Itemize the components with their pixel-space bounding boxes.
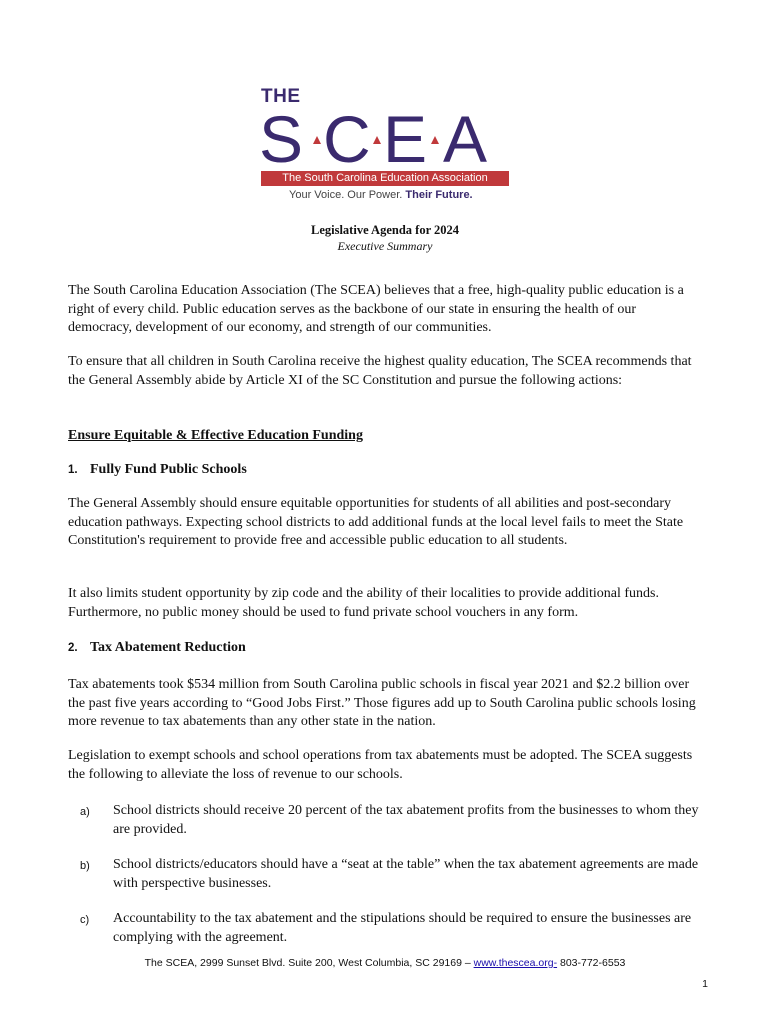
- logo-scea-wordmark: [259, 104, 511, 170]
- suggestion-a-text: School districts should receive 20 percent of the tax abatement profits from the businesses to whom they are provided.: [113, 803, 699, 837]
- suggestion-c-label: c): [80, 914, 90, 926]
- logo-the: THE: [261, 86, 301, 107]
- logo-tagline-regular: Your Voice. Our Power.: [289, 189, 406, 201]
- logo-letter-c: C: [323, 104, 371, 170]
- section-heading: Ensure Equitable & Effective Education Funding: [68, 428, 363, 443]
- item-2-heading: [68, 640, 246, 656]
- item-1-heading: [68, 462, 247, 478]
- footer-phone: 803-772-6553: [557, 957, 626, 969]
- suggestion-b-label: b): [80, 860, 90, 872]
- logo-letter-a: A: [443, 104, 488, 170]
- item-1-title: Fully Fund Public Schools: [90, 462, 247, 477]
- document-title: Legislative Agenda for 2024: [310, 223, 460, 237]
- logo-tagline-bold: Their Future.: [405, 189, 473, 201]
- logo-letter-e: E: [383, 104, 428, 170]
- footer-address: The SCEA, 2999 Sunset Blvd. Suite 200, West Columbia, SC 29169 –: [144, 957, 474, 969]
- suggestion-c-text: Accountability to the tax abatement and the stipulations should be required to ensure the businesses are complying with the agreement.: [113, 911, 692, 945]
- item-1-number: 1.: [68, 464, 78, 476]
- item-2-paragraph-1: Tax abatements took $534 million from South Carolina public schools in fiscal year 2021 and $2.2 billion over the past five years according to “Good Jobs First.” Those figures add up to South Carolina public schools losing more revenue to tax abatements than any other state in the nation.: [68, 677, 696, 729]
- page-number: 1: [702, 978, 708, 990]
- item-2-title: Tax Abatement Reduction: [90, 640, 246, 655]
- item-2-number: 2.: [68, 642, 78, 654]
- item-2-paragraph-2: Legislation to exempt schools and school operations from tax abatements must be adopted. The SCEA suggests the following to alleviate the loss of revenue to our schools.: [68, 748, 693, 782]
- logo-triangle-3: [431, 136, 439, 144]
- logo-triangle-1: [313, 136, 321, 144]
- suggestion-b: [80, 856, 700, 893]
- footer-website-link[interactable]: www.thescea.org-: [473, 957, 558, 969]
- item-1-paragraph-1: The General Assembly should ensure equitable opportunities for students of all abilities and post-secondary education pathways. Expecting school districts to add additional funds at the local level fails to meet the State Constitution's requirement to provide free and accessible public education to all students.: [68, 496, 684, 548]
- logo-banner: The South Carolina Education Association: [261, 171, 509, 186]
- suggestion-b-text: School districts/educators should have a “seat at the table” when the tax abatement agreements are made with perspective businesses.: [113, 857, 699, 891]
- item-1-paragraph-2: It also limits student opportunity by zip code and the ability of their localities to provide additional funds. Furthermore, no public money should be used to fund private school vouchers in any form.: [68, 586, 660, 620]
- logo-letter-s: S: [259, 104, 304, 170]
- scea-logo: [259, 86, 511, 206]
- document-subtitle: Executive Summary: [337, 239, 433, 253]
- logo-tagline: [289, 189, 473, 201]
- suggestion-a: [80, 802, 700, 839]
- suggestion-a-label: a): [80, 806, 90, 818]
- suggestion-c: [80, 910, 700, 947]
- logo-triangle-2: [373, 136, 381, 144]
- intro-paragraph-1: The South Carolina Education Association (The SCEA) believes that a free, high-quality public education is a right of every child. Public education serves as the backbone of our state in ensuring the health of our democracy, development of our economy, and strength of our communities.: [68, 283, 684, 335]
- page-footer: [0, 957, 770, 969]
- intro-paragraph-2: To ensure that all children in South Carolina receive the highest quality education, The SCEA recommends that the General Assembly abide by Article XI of the SC Constitution and pursue the following actions:: [68, 354, 692, 388]
